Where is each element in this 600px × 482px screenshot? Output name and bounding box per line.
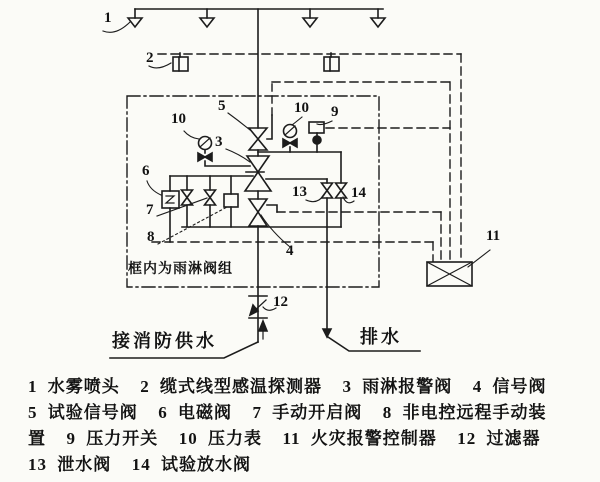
callout-12: 12 bbox=[273, 294, 288, 310]
test-drain-valve-icon bbox=[336, 183, 347, 198]
callout-3: 3 bbox=[215, 134, 223, 150]
callout-2: 2 bbox=[146, 50, 154, 66]
legend-line-2: 5 试验信号阀 6 电磁阀 7 手动开启阀 8 非电控远程手动装 bbox=[28, 403, 547, 422]
callout-10-right: 10 bbox=[294, 100, 309, 116]
pressure-gauge-right-icon bbox=[283, 125, 297, 153]
manual-release-valve-icon bbox=[205, 190, 216, 205]
callout-13: 13 bbox=[292, 184, 307, 200]
frame-note: 框内为雨淋阀组 bbox=[128, 262, 233, 277]
trim-valve-icon bbox=[182, 190, 193, 205]
callout-5: 5 bbox=[218, 98, 226, 114]
sprinkler-branch bbox=[128, 9, 385, 27]
pressure-gauge-left-icon bbox=[198, 134, 250, 167]
solenoid-valve-icon bbox=[162, 191, 179, 208]
supply-label: 接消防供水 bbox=[112, 331, 217, 351]
callout-14: 14 bbox=[351, 185, 366, 201]
callout-6: 6 bbox=[142, 163, 150, 179]
flow-down-arrow-icon bbox=[323, 329, 331, 337]
test-signal-valve-icon bbox=[249, 115, 272, 150]
legend-line-4: 13 泄水阀 14 试验放水阀 bbox=[28, 455, 251, 474]
callout-4: 4 bbox=[286, 243, 294, 259]
callout-11: 11 bbox=[486, 228, 501, 244]
callout-10-left: 10 bbox=[171, 111, 186, 127]
drain-label: 排水 bbox=[360, 327, 402, 347]
callout-8: 8 bbox=[147, 229, 155, 245]
signal-valve-icon bbox=[249, 199, 277, 226]
callout-1: 1 bbox=[104, 10, 112, 26]
signal-valve-wiring bbox=[277, 212, 441, 261]
fire-alarm-controller-icon bbox=[427, 262, 472, 286]
water-mist-nozzle-icon bbox=[128, 18, 385, 27]
callout-7: 7 bbox=[146, 202, 154, 218]
remote-manual-device-icon bbox=[224, 194, 238, 207]
pressure-switch-icon bbox=[309, 122, 324, 152]
flow-up-arrow-icon bbox=[259, 321, 267, 331]
legend bbox=[28, 374, 584, 478]
callout-9: 9 bbox=[331, 104, 339, 120]
heat-detector-icon bbox=[173, 53, 339, 71]
drain-valve-icon bbox=[322, 179, 333, 330]
legend-line-1: 1 水雾喷头 2 缆式线型感温探测器 3 雨淋报警阀 4 信号阀 bbox=[28, 377, 547, 396]
legend-line-3: 置 9 压力开关 10 压力表 11 火灾报警控制器 12 过滤器 bbox=[28, 429, 541, 448]
